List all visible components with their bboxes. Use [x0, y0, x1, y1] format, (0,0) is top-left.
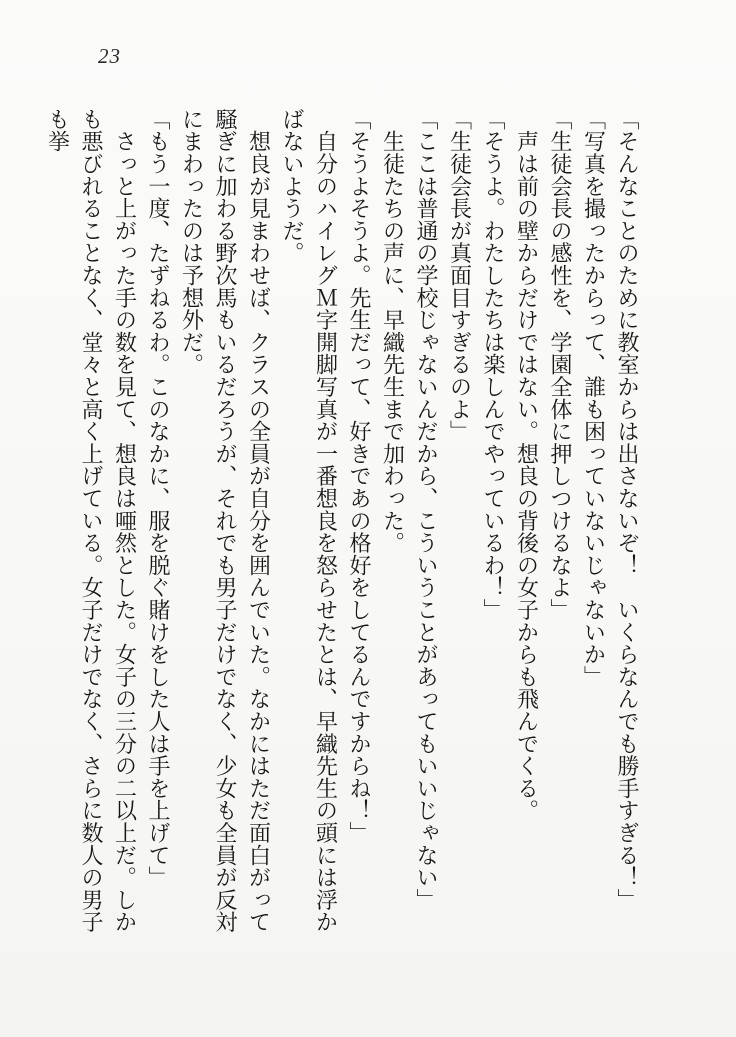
paragraph: 「ここは普通の学校じゃないんだから、こういうことがあってもいいじゃない」 — [414, 108, 439, 911]
paragraph: 「そんなことのために教室からは出さないぞ！ いくらなんでも勝手すぎる！」 — [615, 108, 640, 911]
paragraph: 「そうよそうよ。先生だって、好きであの格好をしてるんですからね！」 — [347, 108, 372, 844]
paragraph: 「生徒会長の感性を、学園全体に押しつけるなよ」 — [548, 108, 573, 621]
paragraph: 「写真を撮ったからって、誰も困っていないじゃないか」 — [581, 108, 607, 688]
page-number: 23 — [98, 44, 121, 68]
paragraph: 声は前の壁からだけではない。想良の背後の女子からも飛んでくる。 — [514, 108, 540, 822]
paragraph: 生徒たちの声に、早織先生まで加わった。 — [380, 108, 406, 554]
paragraph: 自分のハイレグＭ字開脚写真が一番想良を怒らせたとは、早織先生の頭には浮かばないようだ。 — [280, 108, 339, 934]
paragraph: 想良が見まわせば、クラスの全員が自分を囲んでいた。なかにはただ面白がって騒ぎに加わる野次馬もいるだろうが、それでも男子だけでなく、少女も全員が反対にまわったのは予想外だ。 — [179, 108, 272, 934]
text-block — [41, 108, 644, 948]
paragraph: 「もう一度、たずねるわ。このなかに、服を脱ぐ賭けをした人は手を上げて」 — [146, 108, 171, 889]
paragraph: さっと上がった手の数を見て、想良は唖然とした。女子の三分の二以上だ。しかも悪びれることなく、堂々と高く上げている。女子だけでなく、さらに数人の男子も挙 — [45, 108, 138, 934]
paragraph: 「そうよ。わたしたちは楽しんでやっているわ！」 — [481, 108, 506, 621]
paragraph: 「生徒会長が真面目すぎるのよ」 — [447, 108, 473, 443]
